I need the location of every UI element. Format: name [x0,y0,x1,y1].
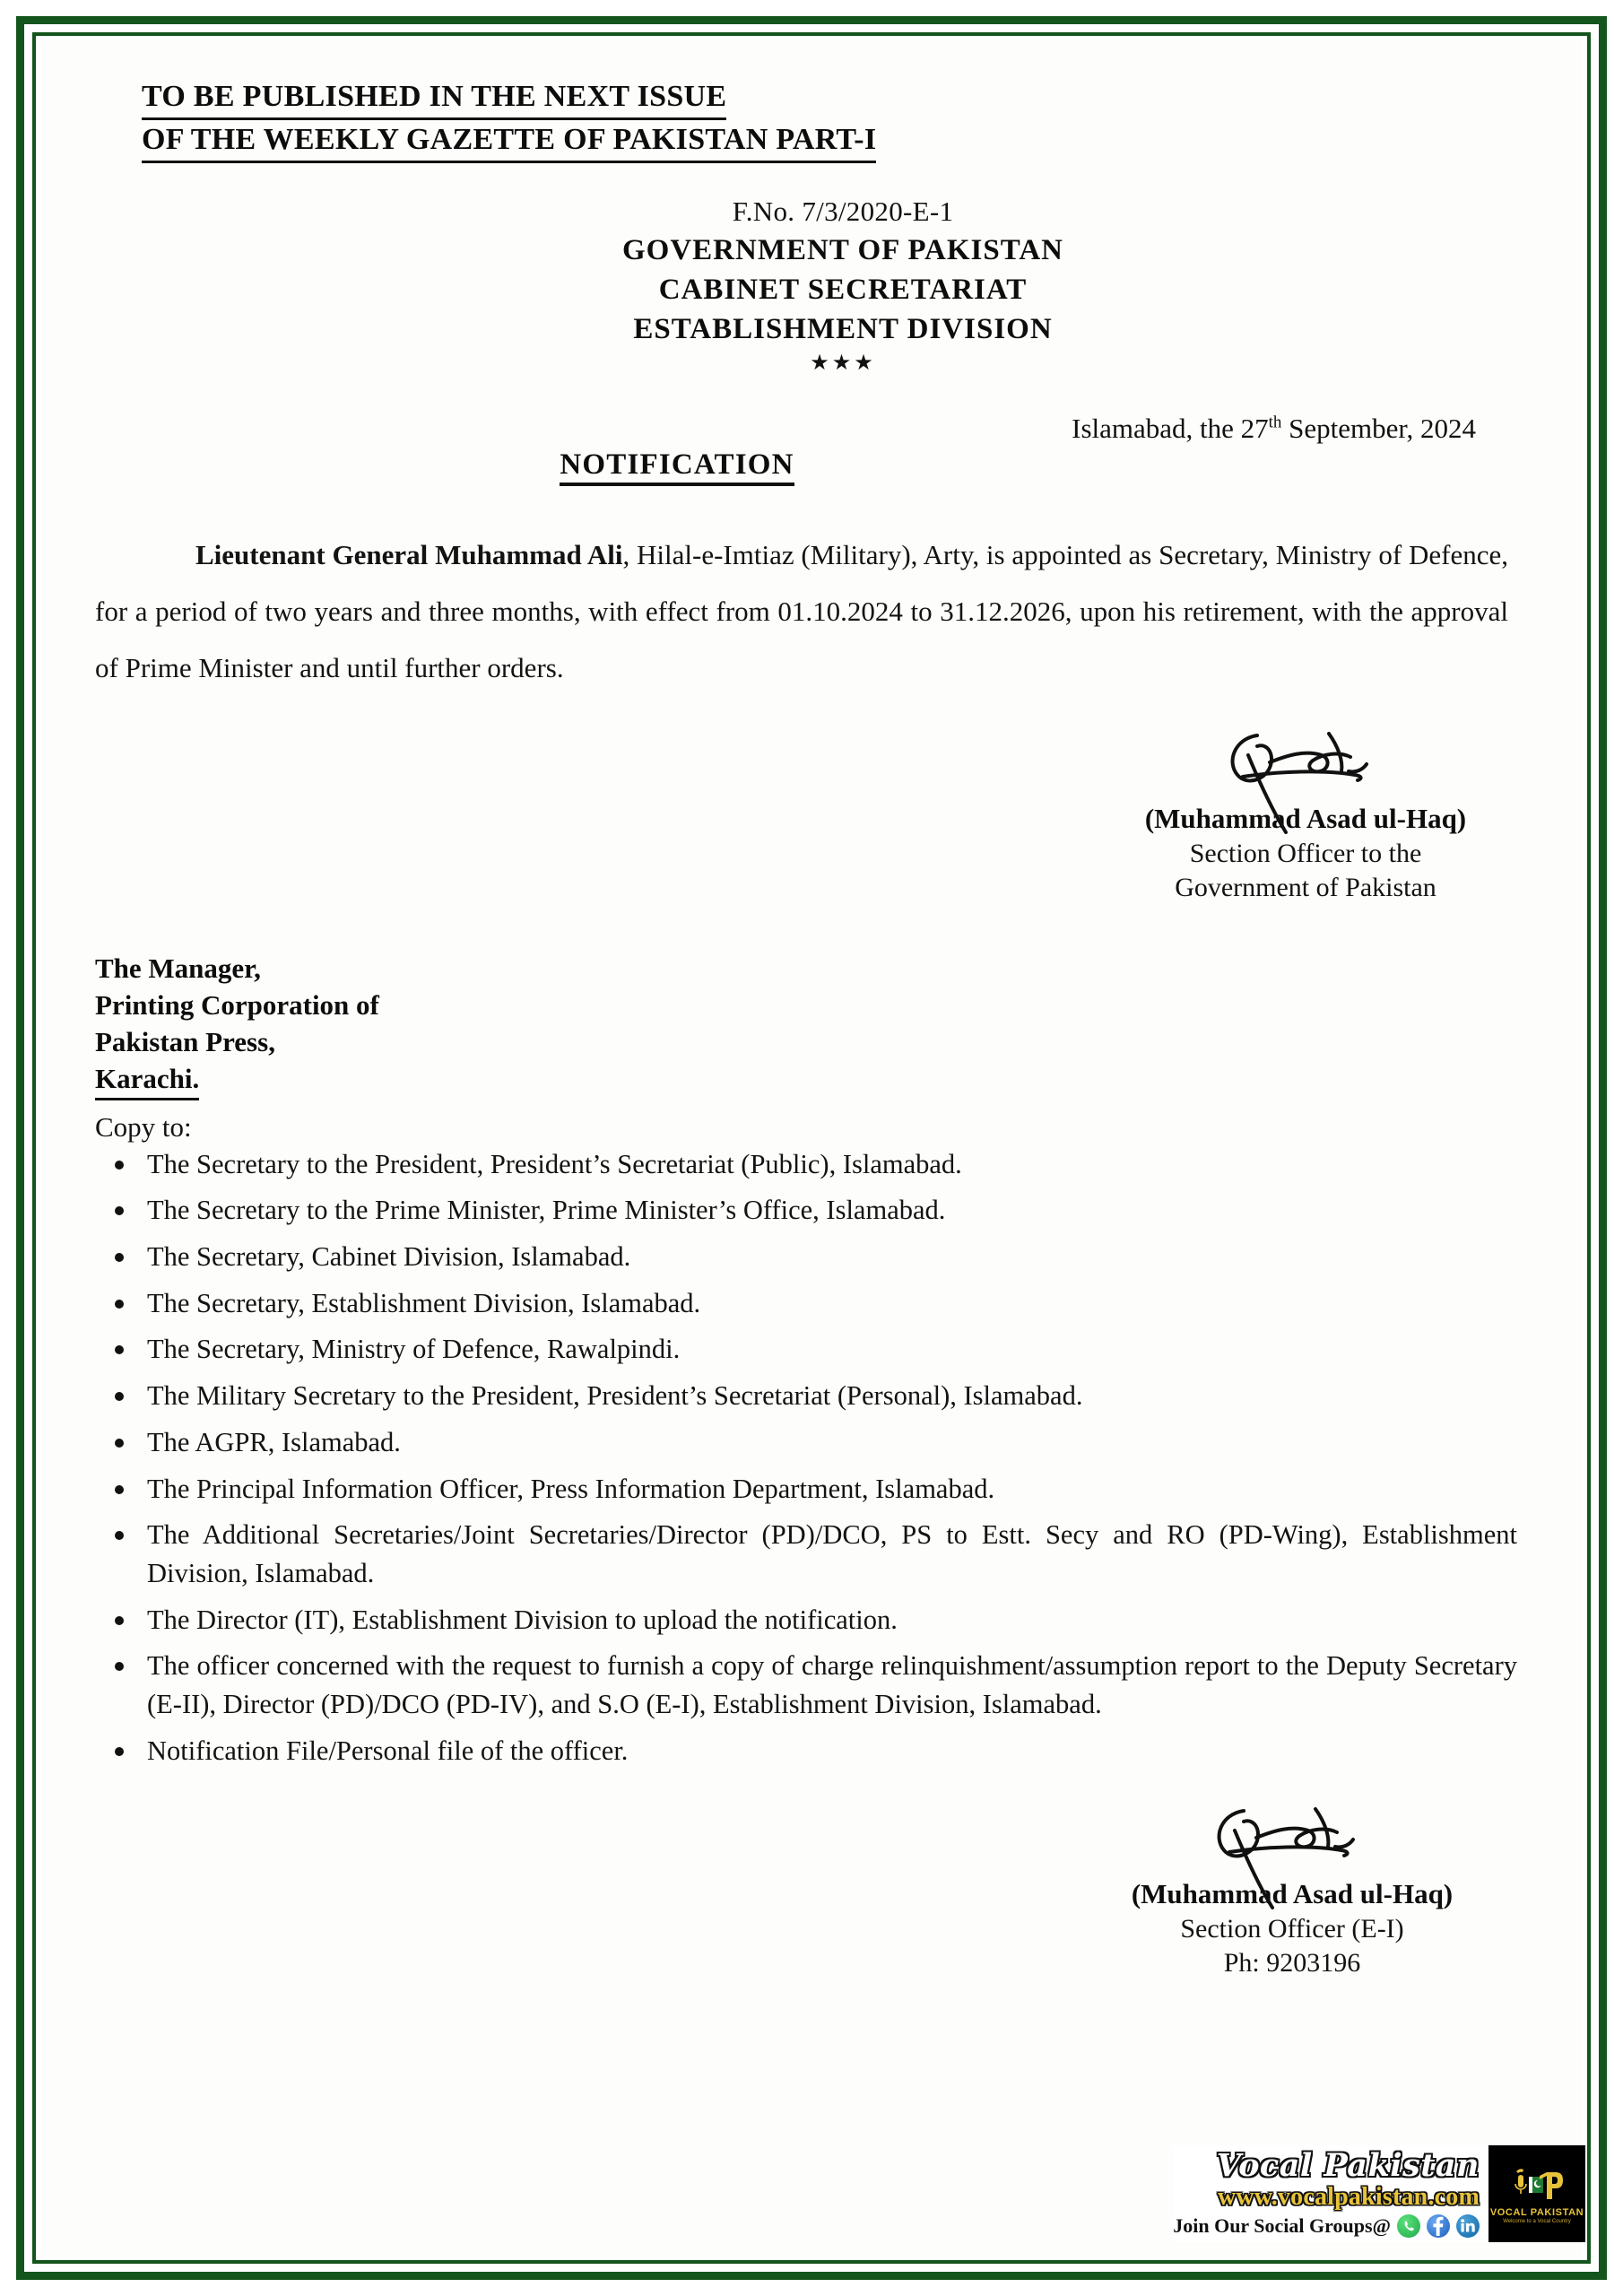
watermark-brand: Vocal Pakistan [1216,2146,1480,2184]
list-item: The Principal Information Officer, Press Information Department, Islamabad. [95,1470,1528,1509]
officer-name: Lieutenant General Muhammad Ali [195,539,623,571]
linkedin-icon[interactable] [1456,2214,1480,2238]
watermark-text [1173,2145,1488,2242]
notification-body-text: , Hilal-e-Imtiaz (Military), Arty, is appointed as Secretary, Ministry of Defence, for a period of two years and three months, with effect from 01.10.2024 to 31.12.2026, upon his retirement, with the approval of Prime Minister and until further orders. [95,539,1508,683]
addressee-city: Karachi. [95,1060,199,1100]
list-item: The Additional Secretaries/Joint Secretaries/Director (PD)/DCO, PS to Estt. Secy and RO (PD-Wing), Establishment Division, Islamabad. [95,1516,1528,1592]
whatsapp-icon[interactable] [1397,2214,1420,2238]
star-separator: ★★★ [810,352,876,376]
publish-banner [142,77,1528,163]
signatory-role-top-line1: Section Officer to the [1189,838,1422,868]
government-name: GOVERNMENT OF PAKISTAN [622,233,1063,266]
dateline-row [95,413,1528,445]
list-item: The AGPR, Islamabad. [95,1423,1528,1462]
addressee-block [95,950,1528,1100]
signatory-name-top: (Muhammad Asad ul-Haq) [1144,802,1467,834]
list-item: The Secretary to the Prime Minister, Prime Minister’s Office, Islamabad. [95,1191,1528,1230]
document-sheet [41,41,1582,2255]
signatory-phone: Ph: 9203196 [1223,1948,1361,1979]
watermark-logo-tagline: Welcome to a Vocal Country [1503,2218,1571,2224]
watermark-logo [1488,2145,1585,2242]
signatory-name-bottom: (Muhammad Asad ul-Haq) [1131,1878,1454,1910]
addressee-line-2: Printing Corporation of [95,989,379,1022]
publish-banner-line-2: OF THE WEEKLY GAZETTE OF PAKISTAN PART-I [142,120,876,163]
list-item: The officer concerned with the request to furnish a copy of charge relinquishment/assumption report to the Deputy Secretary (E-II), Director (PD)/DCO (PD-IV), and S.O (E-I), Establishment Division, Islamabad. [95,1647,1528,1723]
list-item: The Secretary, Establishment Division, Islamabad. [95,1284,1528,1323]
vocal-pakistan-logo-mark [1506,2164,1568,2205]
watermark-social-row [1173,2214,1480,2238]
watermark [1173,2145,1585,2242]
notification-heading-wrap [95,448,1528,486]
list-item: The Secretary, Ministry of Defence, Rawalpindi. [95,1330,1528,1369]
handwritten-signature-icon [1072,725,1539,811]
list-item: The Director (IT), Establishment Division to upload the notification. [95,1601,1528,1639]
dateline: Islamabad, the 27th September, 2024 [1072,413,1476,445]
signature-block-bottom [1059,1800,1525,1980]
watermark-logo-name: VOCAL PAKISTAN [1489,2206,1584,2218]
addressee-line-1: The Manager, [95,952,261,984]
notification-body [95,527,1528,697]
watermark-social-label: Join Our Social Groups@ [1173,2214,1391,2238]
signatory-role-bottom-line1: Section Officer (E-I) [1180,1914,1404,1944]
signatory-role-top-line2: Government of Pakistan [1175,872,1436,902]
list-item: The Military Secretary to the President, President’s Secretariat (Personal), Islamabad. [95,1377,1528,1415]
signature-block-top [1072,725,1539,905]
list-item: The Secretary, Cabinet Division, Islamabad. [95,1238,1528,1276]
copy-to-list [95,1145,1528,1770]
notification-heading: NOTIFICATION [560,448,794,486]
facebook-icon[interactable] [1427,2214,1450,2238]
handwritten-signature-icon [1059,1800,1525,1886]
division-name: ESTABLISHMENT DIVISION [633,313,1053,346]
copy-to-label: Copy to: [95,1110,192,1143]
secretariat-name: CABINET SECRETARIAT [658,273,1028,306]
letterhead [158,194,1528,377]
list-item: Notification File/Personal file of the officer. [95,1732,1528,1770]
addressee-line-3: Pakistan Press, [95,1026,275,1058]
list-item: The Secretary to the President, President’s Secretariat (Public), Islamabad. [95,1145,1528,1184]
watermark-url[interactable]: www.vocalpakistan.com [1218,2183,1480,2212]
publish-banner-line-1: TO BE PUBLISHED IN THE NEXT ISSUE [142,77,726,120]
file-number: F.No. 7/3/2020-E-1 [732,196,954,228]
